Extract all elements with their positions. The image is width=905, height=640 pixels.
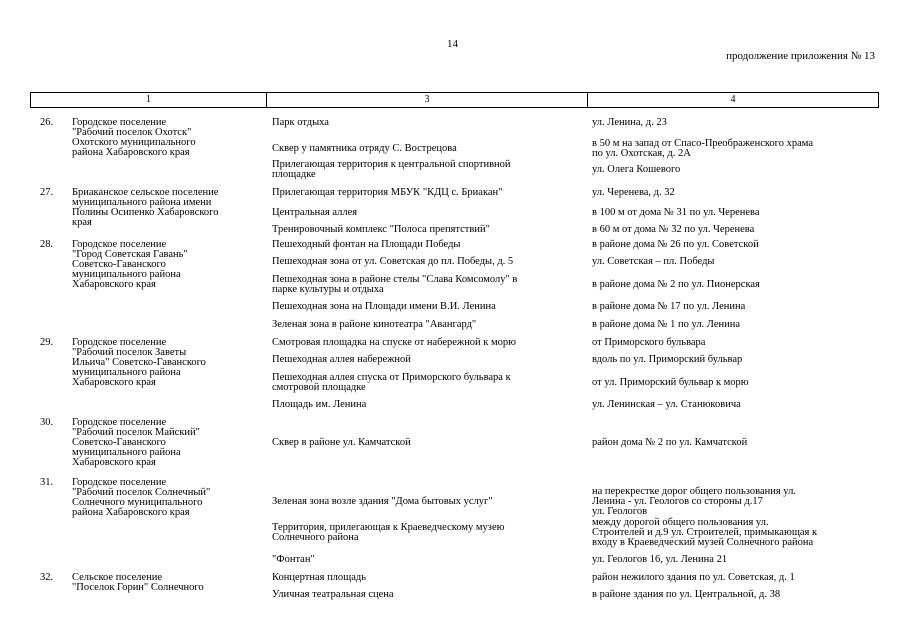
settlement-name-line: "Город Советская Гавань" xyxy=(72,249,188,260)
settlement-name-line: Полины Осипенко Хабаровского xyxy=(72,207,219,218)
place-name-line: Пешеходная зона в районе стелы "Слава Комсомолу" в xyxy=(272,274,518,285)
place-name-line: Концертная площадь xyxy=(272,572,367,583)
place-name-line: Солнечного района xyxy=(272,532,359,543)
row-number: 27. xyxy=(40,187,54,198)
address-line: от Приморского бульвара xyxy=(592,337,706,348)
address-line: в районе здания по ул. Центральной, д. 38 xyxy=(592,589,781,600)
place-name-line: Площадь им. Ленина xyxy=(272,399,367,410)
address-line: от ул. Приморский бульвар к морю xyxy=(592,377,749,388)
place-name-line: Зеленая зона возле здания "Дома бытовых услуг" xyxy=(272,496,493,507)
address-line: ул. Ленина, д. 23 xyxy=(592,117,667,128)
settlement-name-line: Городское поселение xyxy=(72,337,167,348)
address-line: ул. Геологов 16, ул. Ленина 21 xyxy=(592,554,728,565)
address-line: ул. Олега Кошевого xyxy=(592,164,681,175)
settlement-name-line: района Хабаровского края xyxy=(72,147,190,158)
settlement-name-line: "Рабочий поселок Солнечный" xyxy=(72,487,211,498)
column-header-3: 3 xyxy=(267,93,588,108)
settlement-name-line: Городское поселение xyxy=(72,477,167,488)
place-name-line: парке культуры и отдыха xyxy=(272,284,384,295)
address-line: ул. Геологов xyxy=(592,506,648,517)
place-name-line: Прилегающая территория МБУК "КДЦ с. Бриакан" xyxy=(272,187,503,198)
column-header-1: 1 xyxy=(31,93,267,108)
address-line: Строителей и д.9 ул. Строителей, примыкающая к xyxy=(592,527,818,538)
settlement-name-line: муниципального района xyxy=(72,269,181,280)
settlement-name-line: муниципального района xyxy=(72,447,181,458)
address-line: в районе дома № 26 по ул. Советской xyxy=(592,239,759,250)
place-name-line: Сквер у памятника отряду С. Вострецова xyxy=(272,143,457,154)
page-number: 14 xyxy=(447,38,458,50)
settlement-name-line: "Рабочий поселок Охотск" xyxy=(72,127,192,138)
place-name-line: Смотровая площадка на спуске от набережной к морю xyxy=(272,337,517,348)
address-line: в 100 м от дома № 31 по ул. Черенева xyxy=(592,207,760,218)
address-line: в 60 м от дома № 32 по ул. Черенева xyxy=(592,224,755,235)
row-number: 30. xyxy=(40,417,54,428)
settlement-name-line: Советско-Гаванского xyxy=(72,259,166,270)
address-line: вдоль по ул. Приморский бульвар xyxy=(592,354,743,365)
address-line: ул. Советская – пл. Победы xyxy=(592,256,715,267)
settlement-name-line: "Рабочий поселок Заветы xyxy=(72,347,187,358)
address-line: в районе дома № 2 по ул. Пионерская xyxy=(592,279,760,290)
settlement-name-line: муниципального района имени xyxy=(72,197,212,208)
place-name-line: смотровой площадке xyxy=(272,382,366,393)
address-line: район нежилого здания по ул. Советская, д. 1 xyxy=(592,572,795,583)
settlement-name-line: Солнечного муниципального xyxy=(72,497,203,508)
settlement-name-line: Хабаровского края xyxy=(72,457,156,468)
settlement-name-line: Городское поселение xyxy=(72,239,167,250)
address-line: район дома № 2 по ул. Камчатской xyxy=(592,437,748,448)
place-name-line: Прилегающая территория к центральной спортивной xyxy=(272,159,511,170)
address-line: в 50 м на запад от Спасо-Преображенского храма xyxy=(592,138,813,149)
place-name-line: Тренировочный комплекс "Полоса препятствий" xyxy=(272,224,490,235)
place-name-line: Территория, прилегающая к Краеведческому музею xyxy=(272,522,505,533)
settlement-name-line: Городское поселение xyxy=(72,117,167,128)
place-name-line: Пешеходная аллея набережной xyxy=(272,354,411,365)
address-line: в районе дома № 1 по ул. Ленина xyxy=(592,319,741,330)
row-number: 29. xyxy=(40,337,54,348)
address-line: по ул. Охотская, д. 2А xyxy=(592,148,691,159)
row-number: 31. xyxy=(40,477,54,488)
settlement-name-line: Городское поселение xyxy=(72,417,167,428)
place-name-line: площадке xyxy=(272,169,316,180)
place-name-line: Центральная аллея xyxy=(272,207,358,218)
column-header-row xyxy=(30,92,879,108)
settlement-name-line: края xyxy=(72,217,92,228)
settlement-name-line: Сельское поселение xyxy=(72,572,163,583)
settlement-name-line: муниципального района xyxy=(72,367,181,378)
place-name-line: Зеленая зона в районе кинотеатра "Авангард" xyxy=(272,319,477,330)
address-line: между дорогой общего пользования ул. xyxy=(592,517,769,528)
place-name-line: Пешеходный фонтан на Площади Победы xyxy=(272,239,461,250)
place-name-line: Пешеходная зона от ул. Советская до пл. Победы, д. 5 xyxy=(272,256,514,267)
settlement-name-line: Советско-Гаванского xyxy=(72,437,166,448)
settlement-name-line: "Рабочий поселок Майский" xyxy=(72,427,200,438)
place-name-line: Пешеходная зона на Площади имени В.И. Ленина xyxy=(272,301,496,312)
address-line: на перекрестке дорог общего пользования ул. xyxy=(592,486,796,497)
settlement-name-line: "Поселок Горин" Солнечного xyxy=(72,582,204,593)
row-number: 26. xyxy=(40,117,54,128)
settlement-name-line: Хабаровского края xyxy=(72,377,156,388)
settlement-name-line: Охотского муниципального xyxy=(72,137,196,148)
continuation-note: продолжение приложения № 13 xyxy=(726,50,875,62)
row-number: 28. xyxy=(40,239,54,250)
address-line: в районе дома № 17 по ул. Ленина xyxy=(592,301,746,312)
column-header-4: 4 xyxy=(588,93,879,108)
settlement-name-line: Хабаровского края xyxy=(72,279,156,290)
place-name-line: "Фонтан" xyxy=(272,554,315,565)
row-number: 32. xyxy=(40,572,54,583)
address-line: входу в Краеведческий музей Солнечного района xyxy=(592,537,814,548)
address-line: Ленина - ул. Геологов со стороны д.17 xyxy=(592,496,763,507)
address-line: ул. Черенева, д. 32 xyxy=(592,187,675,198)
address-line: ул. Ленинская – ул. Станюковича xyxy=(592,399,741,410)
place-name-line: Парк отдыха xyxy=(272,117,329,128)
settlement-name-line: района Хабаровского края xyxy=(72,507,190,518)
settlement-name-line: Бриаканское сельское поселение xyxy=(72,187,219,198)
place-name-line: Пешеходная аллея спуска от Приморского бульвара к xyxy=(272,372,511,383)
place-name-line: Уличная театральная сцена xyxy=(272,589,394,600)
place-name-line: Сквер в районе ул. Камчатской xyxy=(272,437,411,448)
settlement-name-line: Ильича" Советско-Гаванского xyxy=(72,357,206,368)
